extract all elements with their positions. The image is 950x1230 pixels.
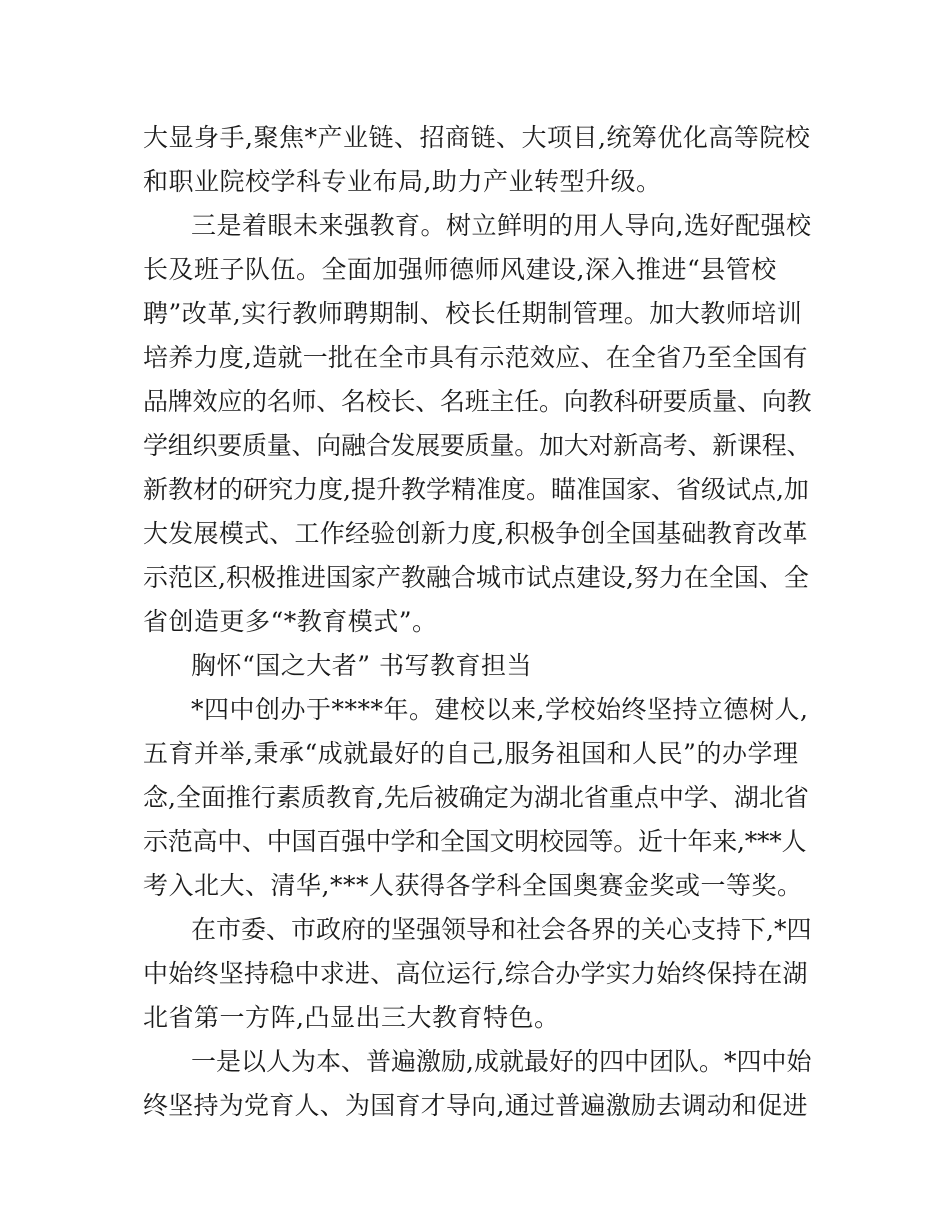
text-line: 聘”改革,实行教师聘期制、校长任期制管理。加大教师培训 — [143, 299, 803, 328]
text-line: 五育并举,秉承“成就最好的自己,服务祖国和人民”的办学理 — [143, 739, 799, 768]
text-line: 大显身手,聚焦*产业链、招商链、大项目,统筹优化高等院校 — [143, 123, 811, 152]
text-line: 考入北大、清华,***人获得各学科全国奥赛金奖或一等奖。 — [143, 871, 803, 900]
paragraph-start: 三是着眼未来强教育。树立鲜明的用人导向,选好配强校 — [191, 211, 812, 240]
text-line: 中始终坚持稳中求进、高位运行,综合办学实力始终保持在湖 — [143, 959, 808, 988]
text-line: 大发展模式、工作经验创新力度,积极争创全国基础教育改革 — [143, 519, 808, 548]
text-line: 品牌效应的名师、名校长、名班主任。向教科研要质量、向教 — [143, 387, 812, 416]
text-line: 示范区,积极推进国家产教融合城市试点建设,努力在全国、全 — [143, 563, 809, 592]
text-line: 示范高中、中国百强中学和全国文明校园等。近十年来,***人 — [143, 827, 807, 856]
text-line: 省创造更多“*教育模式”。 — [143, 607, 438, 636]
text-line: 念,全面推行素质教育,先后被确定为湖北省重点中学、湖北省 — [143, 783, 809, 812]
text-line: 和职业院校学科专业布局,助力产业转型升级。 — [143, 167, 662, 196]
paragraph-start: 在市委、市政府的坚强领导和社会各界的关心支持下,*四 — [191, 915, 812, 944]
text-line: 学组织要质量、向融合发展要质量。加大对新高考、新课程、 — [143, 431, 812, 460]
text-line: 终坚持为党育人、为国育才导向,通过普遍激励去调动和促进 — [143, 1091, 808, 1120]
text-line: 培养力度,造就一批在全市具有示范效应、在全省乃至全国有 — [143, 343, 808, 372]
section-heading: 胸怀“国之大者” 书写教育担当 — [191, 651, 533, 680]
paragraph-start: *四中创办于****年。建校以来,学校始终坚持立德树人, — [191, 695, 809, 724]
text-line: 北省第一方阵,凸显出三大教育特色。 — [143, 1003, 560, 1032]
paragraph-start: 一是以人为本、普遍激励,成就最好的四中团队。*四中始 — [191, 1047, 812, 1076]
text-line: 长及班子队伍。全面加强师德师风建设,深入推进“县管校 — [143, 255, 777, 284]
text-line: 新教材的研究力度,提升教学精准度。瞄准国家、省级试点,加 — [143, 475, 809, 504]
